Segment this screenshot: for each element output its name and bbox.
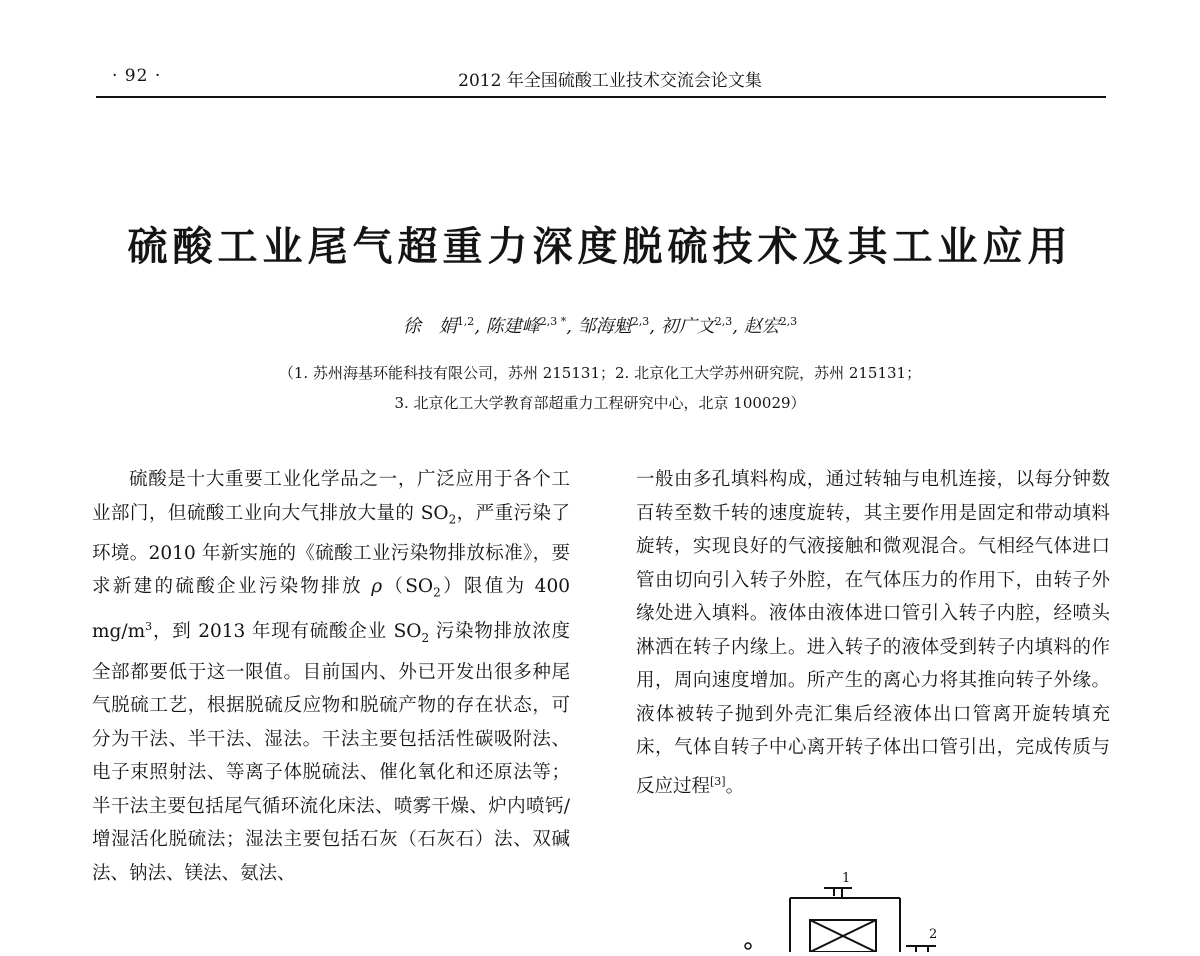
body-paragraph: 硫酸是十大重要工业化学品之一，广泛应用于各个工业部门，但硫酸工业向大气排放大量的 $SO_2$，严重污染了环境。2010 年新实施的《硫酸工业污染物排放标准》，要求新建的硫酸企业污染物排放 $\rho(SO_2)$限值为 400 $mg/m^3$，到 2013 年现有硫酸企业 $SO_2$ 污染物排放浓度全部都要低于这一限值。目前国内、外已开发出很多种尾气脱硫工艺，根据脱硫反应物和脱硫产物的存在状态，可分为干法、半干法、湿法。干法主要包括活性碳吸附法、电子束照射法、等离子体脱硫法、催化氧化和还原法等；半干法主要包括尾气循环流化床法、喷雾干燥、炉内喷钙/增湿活化脱硫法；湿法主要包括石灰（石灰石）法、双碱法、钠法、镁法、氨法、: [92, 469, 570, 884]
author-affil-mark: 1,2: [456, 315, 475, 328]
body-paragraph: 一般由多孔填料构成，通过转轴与电机连接，以每分钟数百转至数千转的速度旋转，其主要作用是固定和带动填料旋转，实现良好的气液接触和微观混合。气相经气体进口管由切向引入转子外腔，在气体压力的作用下，由转子外缘处进入填料。液体由液体进口管引入转子内腔，经喷头淋洒在转子内缘上。进入转子的液体受到转子内填料的作用，周向速度增加。所产生的离心力将其推向转子外缘。液体被转子抛到外壳汇集后经液体出口管离开旋转填充床，气体自转子中心离开转子体出口管引出，完成传质与反应过程[3]。: [636, 469, 1110, 797]
figure-label-1: 1: [842, 871, 851, 886]
citation-ref: [3]: [710, 774, 726, 788]
rotating-packed-bed-figure: [730, 858, 970, 952]
running-head: 2012 年全国硫酸工业技术交流会论文集: [458, 71, 762, 91]
author-name: 徐 娟: [402, 316, 457, 337]
figure-label-2: 2: [929, 927, 938, 942]
author-affil-mark: 2,3: [779, 315, 798, 328]
header-rule: [96, 96, 1106, 98]
affiliation-line-2: 3. 北京化工大学教育部超重力工程研究中心，北京 100029）: [394, 394, 806, 412]
author-name: 邹海魁: [577, 316, 632, 337]
body-column-right: [636, 463, 1110, 803]
affiliation-line-1: （1. 苏州海基环能科技有限公司，苏州 215131；2. 北京化工大学苏州研究院，苏州 215131；: [278, 364, 922, 382]
author-list: 徐 娟$^{1,2}$, 陈建峰$^{2,3 *}$, 邹海魁$^{2,3}$, 初广文$^{2,3}$, 赵宏$^{2,3}$: [402, 315, 798, 337]
author-name: 赵宏: [743, 316, 780, 337]
figure-drawing: [730, 858, 970, 952]
paper-title: 硫酸工业尾气超重力深度脱硫技术及其工业应用: [127, 224, 1073, 270]
author-affil-mark: 2,3: [631, 315, 650, 328]
page-number: · 92 ·: [112, 66, 162, 86]
author-name: 初广文: [660, 316, 715, 337]
body-column-left: [92, 463, 570, 890]
author-affil-mark: 2,3 *: [539, 315, 567, 328]
author-affil-mark: 2,3: [714, 315, 733, 328]
author-name: 陈建峰: [485, 316, 540, 337]
